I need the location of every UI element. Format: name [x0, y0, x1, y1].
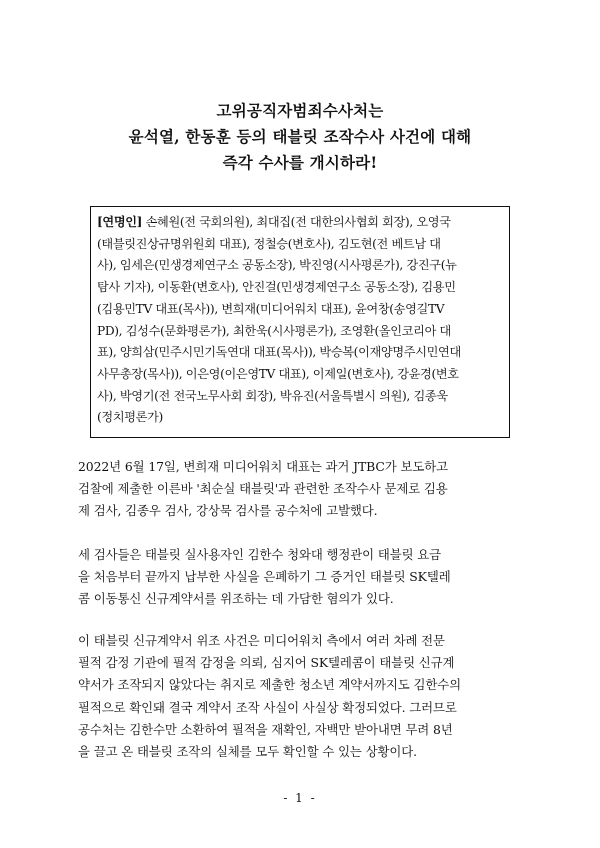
signers-line-2: (태블릿진상규명위원회 대표), 정철승(변호사), 김도현(전 베트남 대: [97, 236, 441, 251]
signers-line-10: (정치평론가): [97, 410, 163, 425]
title-line-1: 고위공직자범죄수사처는: [216, 101, 384, 120]
signers-line-3: 사), 임세은(민생경제연구소 공동소장), 박진영(시사평론가), 강진구(뉴: [97, 258, 457, 273]
paragraph-2-line-3: 콤 이동통신 신규계약서를 위조하는 데 가담한 혐의가 있다.: [78, 591, 394, 607]
title-line-3: 즉각 수사를 개시하라!: [222, 153, 378, 172]
signers-line-1-text: 손혜원(전 국회의원), 최대집(전 대한의사협회 회장), 오영국: [142, 215, 451, 229]
signers-line-1: [97, 212, 506, 234]
page-number: - 1 -: [283, 791, 317, 805]
signers-line-7: 표), 양희삼(민주시민기독연대 대표(목사)), 박승복(이재양명주시민연대: [97, 345, 461, 360]
paragraph-2: [78, 544, 538, 611]
paragraph-1: [78, 456, 538, 523]
paragraph-3-line-6: 을 끌고 온 태블릿 조작의 실체를 모두 확인할 수 있는 상황이다.: [78, 744, 417, 760]
paragraph-1-line-2: 검찰에 제출한 이른바 '최순실 태블릿'과 관련한 조작수사 문제로 김용: [78, 481, 448, 497]
signers-line-5: (김용민TV 대표(목사)), 변희재(미디어워치 대표), 윤여창(송영길TV: [97, 301, 445, 316]
paragraph-3-line-2: 필적 감정 기관에 필적 감정을 의뢰, 심지어 SK텔레콤이 태블릿 신규계: [78, 655, 455, 671]
paragraph-2-line-2: 을 처음부터 끝까지 납부한 사실을 은폐하기 그 증거인 태블릿 SK텔레: [78, 569, 451, 585]
paragraph-3-line-1: 이 태블릿 신규계약서 위조 사건은 미디어워치 측에서 여러 차례 전문: [78, 633, 445, 648]
paragraph-1-line-1: 2022년 6월 17일, 변희재 미디어워치 대표는 과거 JTBC가 보도하고: [78, 459, 448, 474]
paragraph-3: [78, 630, 538, 763]
signers-line-4: 탐사 기자), 이동환(변호사), 안진걸(민생경제연구소 공동소장), 김용민: [97, 280, 456, 295]
signers-label: [연명인]: [97, 215, 143, 229]
signers-box: [90, 206, 510, 438]
signers-line-6: PD), 김성수(문화평론가), 최한욱(시사평론가), 조영환(올인코리아 대: [97, 323, 451, 338]
paragraph-3-line-4: 필적으로 확인돼 결국 계약서 조작 사실이 사실상 확정되었다. 그러므로: [78, 699, 457, 715]
signers-line-9: 사), 박영기(전 전국노무사회 회장), 박유진(서울특별시 의원), 김종욱: [97, 388, 448, 403]
paragraph-3-line-3: 약서가 조작되지 않았다는 취지로 제출한 청소년 계약서까지도 김한수의: [78, 677, 461, 693]
title-line-2: 윤석열, 한동훈 등의 태블릿 조작수사 사건에 대해: [128, 127, 472, 146]
paragraph-2-line-1: 세 검사들은 태블릿 실사용자인 김한수 청와대 행정관이 태블릿 요금: [78, 547, 442, 562]
signers-line-8: 사무총장(목사)), 이은영(이은영TV 대표), 이제일(변호사), 강윤경(변호: [97, 366, 459, 381]
document-title: [60, 98, 540, 176]
paragraph-1-line-3: 제 검사, 김종우 검사, 강상묵 검사를 공수처에 고발했다.: [78, 503, 378, 519]
paragraph-3-line-5: 공수처는 김한수만 소환하여 필적을 재확인, 자백만 받아내면 무려 8년: [78, 721, 453, 737]
